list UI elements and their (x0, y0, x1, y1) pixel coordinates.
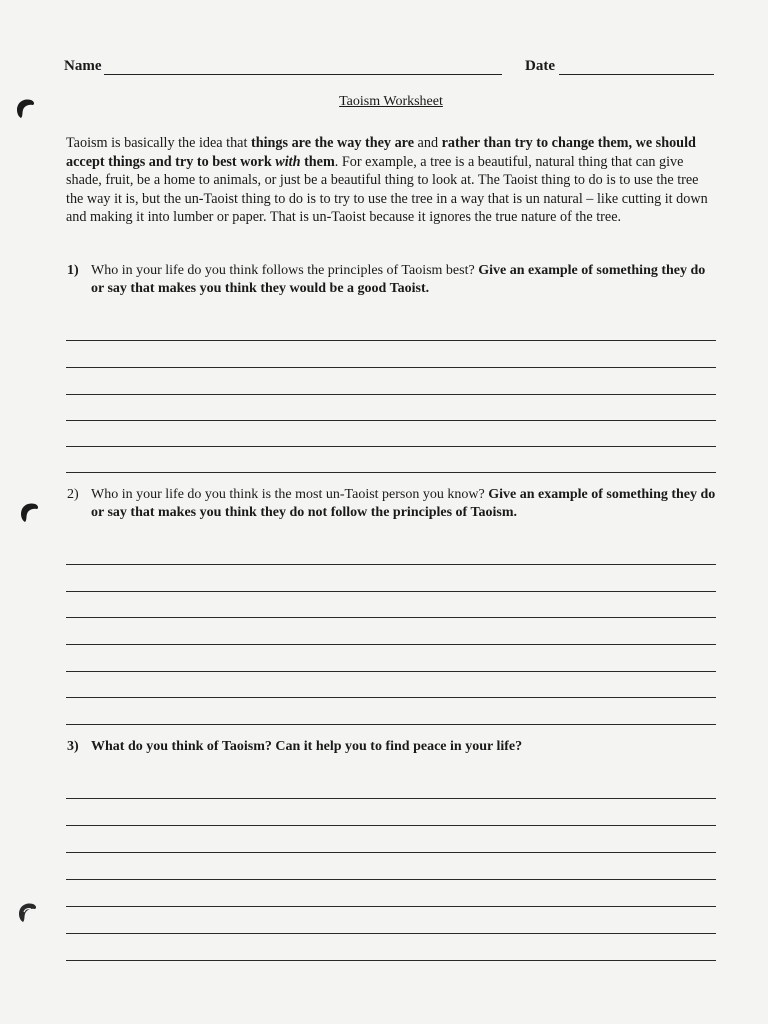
answer-line[interactable] (66, 340, 716, 341)
answer-line[interactable] (66, 724, 716, 725)
answer-line[interactable] (66, 420, 716, 421)
date-field[interactable] (559, 74, 714, 75)
answer-line[interactable] (66, 960, 716, 961)
intro-bold-italic-text: with (275, 153, 301, 170)
answer-line[interactable] (66, 367, 716, 368)
answer-line[interactable] (66, 933, 716, 934)
question-number: 1) (67, 263, 79, 278)
answer-line[interactable] (66, 644, 716, 645)
worksheet-title: Taoism Worksheet (339, 94, 443, 109)
intro-text: and (414, 135, 442, 151)
hole-punch-mark-icon (16, 900, 38, 924)
question-3 (67, 738, 717, 756)
answer-line[interactable] (66, 906, 716, 907)
question-text: Who in your life do you think is the most un-Taoist person you know? (91, 487, 489, 502)
question-2 (67, 486, 717, 522)
question-bold-text: Give an example of something they do or say that makes you think they do not follow the principles of Taoism. (91, 487, 716, 520)
answer-line[interactable] (66, 697, 716, 698)
question-text: Who in your life do you think follows the principles of Taoism best? (91, 263, 479, 278)
name-label: Name (64, 58, 102, 74)
intro-bold-text: things are the way they are (250, 135, 414, 151)
question-bold-text: What do you think of Taoism? Can it help you to find peace in your life? (91, 739, 523, 754)
answer-line[interactable] (66, 617, 716, 618)
answer-line[interactable] (66, 591, 716, 592)
answer-line[interactable] (66, 671, 716, 672)
question-number: 2) (67, 487, 79, 502)
date-label: Date (525, 58, 555, 74)
intro-bold-text: rather than try to change them, we should accept things and try to best work (66, 135, 696, 170)
hole-punch-mark-icon (18, 500, 40, 524)
intro-text: . For example, a tree is a beautiful, natural thing that can give shade, fruit, be a home to animals, or just be a beautiful thing to look at. The Taoist thing to do is to use the tree the way it is, but the un-Taoist thing to do is to try to use the tree in a way that is un natural – like cutting it down and making it into lumber or paper. That is un-Taoist because it ignores the true nature of the tree. (66, 153, 708, 226)
answer-line[interactable] (66, 564, 716, 565)
question-bold-text: Give an example of something they do or say that makes you think they would be a good Taoist. (91, 263, 706, 296)
intro-bold-text: them (300, 153, 335, 170)
answer-line[interactable] (66, 798, 716, 799)
answer-line[interactable] (66, 472, 716, 473)
answer-line[interactable] (66, 825, 716, 826)
name-field[interactable] (104, 74, 502, 75)
answer-line[interactable] (66, 852, 716, 853)
intro-text: Taoism is basically the idea that (66, 135, 251, 151)
header-row (64, 58, 716, 80)
question-number: 3) (67, 739, 79, 754)
answer-line[interactable] (66, 879, 716, 880)
intro-paragraph (66, 134, 712, 227)
question-1 (67, 262, 717, 298)
answer-line[interactable] (66, 394, 716, 395)
answer-line[interactable] (66, 446, 716, 447)
